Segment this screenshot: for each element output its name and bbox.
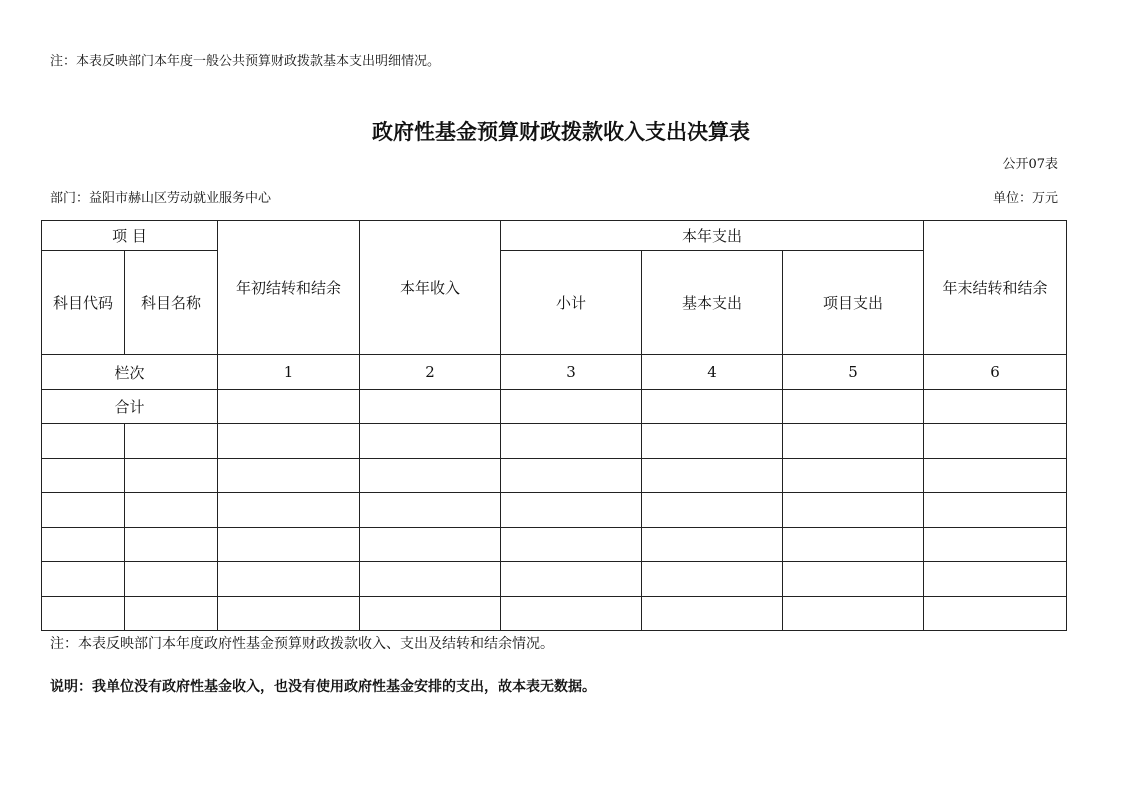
table-cell bbox=[125, 528, 218, 562]
table-cell bbox=[501, 459, 642, 493]
table-cell bbox=[924, 424, 1067, 459]
budget-table bbox=[41, 220, 1067, 631]
table-cell bbox=[42, 597, 125, 631]
header-begin-balance: 年初结转和结余 bbox=[218, 221, 360, 355]
index-number: 3 bbox=[501, 355, 642, 390]
table-row bbox=[42, 424, 1067, 459]
form-code: 公开07表 bbox=[1002, 157, 1058, 172]
table-cell bbox=[218, 597, 360, 631]
table-cell bbox=[642, 493, 783, 528]
table-cell bbox=[501, 562, 642, 597]
table-row bbox=[42, 459, 1067, 493]
table-cell bbox=[42, 562, 125, 597]
table-cell bbox=[218, 459, 360, 493]
table-cell bbox=[218, 493, 360, 528]
table-cell bbox=[642, 597, 783, 631]
header-annual-income: 本年收入 bbox=[360, 221, 501, 355]
header-subject-name: 科目名称 bbox=[125, 251, 218, 355]
table-cell bbox=[642, 562, 783, 597]
item-header: 项 目 bbox=[42, 221, 218, 251]
table-cell bbox=[125, 597, 218, 631]
table-cell bbox=[125, 459, 218, 493]
table-cell bbox=[218, 562, 360, 597]
table-row bbox=[42, 597, 1067, 631]
table-cell bbox=[42, 424, 125, 459]
table-cell bbox=[360, 424, 501, 459]
total-label: 合计 bbox=[42, 390, 218, 424]
top-note: 注：本表反映部门本年度一般公共预算财政拨款基本支出明细情况。 bbox=[50, 54, 441, 69]
index-number: 2 bbox=[360, 355, 501, 390]
table-cell bbox=[42, 528, 125, 562]
bottom-note: 注：本表反映部门本年度政府性基金预算财政拨款收入、支出及结转和结余情况。 bbox=[50, 636, 554, 652]
table-row bbox=[42, 528, 1067, 562]
table-cell bbox=[125, 562, 218, 597]
table-cell bbox=[218, 424, 360, 459]
table-cell bbox=[924, 597, 1067, 631]
table-cell bbox=[125, 493, 218, 528]
header-project-expense: 项目支出 bbox=[783, 251, 924, 355]
table-cell bbox=[360, 528, 501, 562]
table-cell bbox=[42, 493, 125, 528]
department-label: 部门：益阳市赫山区劳动就业服务中心 bbox=[50, 191, 272, 206]
table-cell bbox=[924, 459, 1067, 493]
table-cell bbox=[924, 390, 1067, 424]
page-title: 政府性基金预算财政拨款收入支出决算表 bbox=[372, 119, 750, 144]
index-row bbox=[42, 355, 1067, 390]
table-cell bbox=[924, 562, 1067, 597]
table-cell bbox=[783, 459, 924, 493]
table-cell bbox=[360, 597, 501, 631]
table-cell bbox=[125, 424, 218, 459]
index-number: 4 bbox=[642, 355, 783, 390]
table-cell bbox=[642, 459, 783, 493]
table-cell bbox=[360, 493, 501, 528]
table-cell bbox=[360, 390, 501, 424]
header-annual-expense: 本年支出 bbox=[501, 221, 924, 251]
header-basic-expense: 基本支出 bbox=[642, 251, 783, 355]
table-cell bbox=[783, 493, 924, 528]
table-cell bbox=[501, 528, 642, 562]
table-cell bbox=[360, 562, 501, 597]
index-number: 5 bbox=[783, 355, 924, 390]
header-subject-code: 科目代码 bbox=[42, 251, 125, 355]
table-row bbox=[42, 562, 1067, 597]
table-cell bbox=[783, 562, 924, 597]
table-cell bbox=[42, 459, 125, 493]
table-row bbox=[42, 493, 1067, 528]
table-cell bbox=[218, 528, 360, 562]
table-cell bbox=[783, 424, 924, 459]
table-cell bbox=[783, 528, 924, 562]
table-cell bbox=[501, 597, 642, 631]
index-number: 1 bbox=[218, 355, 360, 390]
header-subtotal: 小计 bbox=[501, 251, 642, 355]
explanation-note: 说明：我单位没有政府性基金收入，也没有使用政府性基金安排的支出，故本表无数据。 bbox=[50, 679, 596, 695]
unit-label: 单位：万元 bbox=[992, 191, 1058, 206]
table-cell bbox=[360, 459, 501, 493]
table-cell bbox=[218, 390, 360, 424]
total-row bbox=[42, 390, 1067, 424]
table-cell bbox=[642, 528, 783, 562]
table-cell bbox=[783, 597, 924, 631]
table-cell bbox=[501, 493, 642, 528]
table-cell bbox=[924, 528, 1067, 562]
table-cell bbox=[501, 390, 642, 424]
header-end-balance: 年末结转和结余 bbox=[924, 221, 1067, 355]
table-cell bbox=[501, 424, 642, 459]
index-row-label: 栏次 bbox=[42, 355, 218, 390]
index-number: 6 bbox=[924, 355, 1067, 390]
table-cell bbox=[642, 424, 783, 459]
table-cell bbox=[924, 493, 1067, 528]
table-cell bbox=[642, 390, 783, 424]
table-cell bbox=[783, 390, 924, 424]
